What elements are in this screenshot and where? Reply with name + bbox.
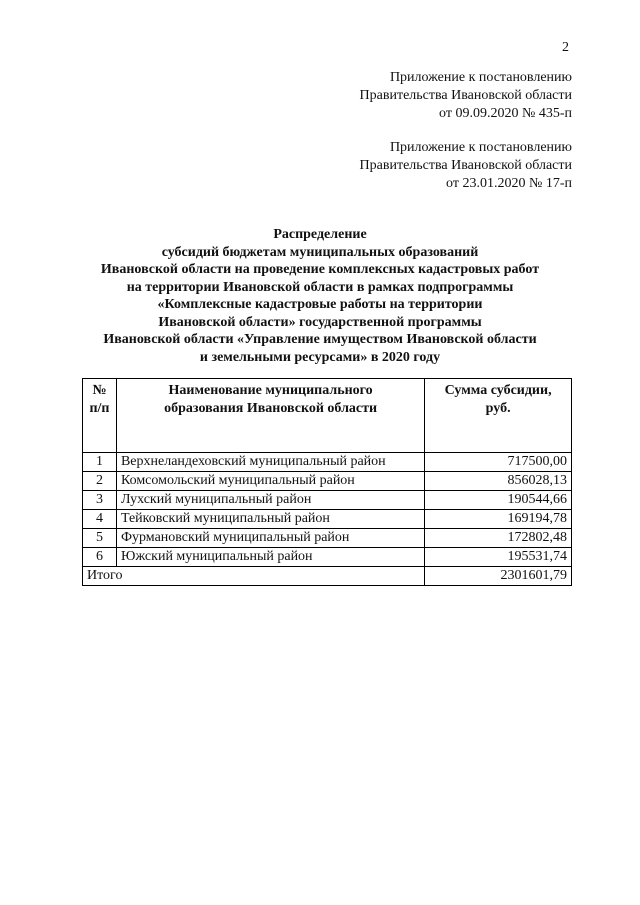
row-municipality: Тейковский муниципальный район — [116, 510, 424, 529]
header-sum-line: руб. — [485, 401, 511, 416]
title-line: «Комплексные кадастровые работы на территории — [157, 297, 483, 312]
page-number: 2 — [562, 40, 569, 55]
title-line: Распределение — [273, 227, 367, 242]
header-municipality-line: Наименование муниципального — [168, 383, 373, 398]
row-number: 5 — [83, 529, 117, 548]
appendix-note-original — [360, 139, 572, 193]
row-municipality: Южский муниципальный район — [116, 548, 424, 567]
header-sum-line: Сумма субсидии, — [444, 383, 552, 398]
row-number: 2 — [83, 472, 117, 491]
header-municipality-line: образования Ивановской области — [164, 401, 378, 416]
appendix-line: Правительства Ивановской области — [359, 158, 572, 173]
total-sum: 2301601,79 — [425, 567, 572, 586]
table-row — [83, 491, 572, 510]
row-number: 3 — [83, 491, 117, 510]
table-row — [83, 472, 572, 491]
total-label: Итого — [83, 567, 425, 586]
table-row — [83, 529, 572, 548]
title-line: Ивановской области «Управление имуществом Ивановской области — [103, 332, 537, 347]
appendix-line: Приложение к постановлению — [389, 140, 572, 155]
table-row — [83, 510, 572, 529]
row-number: 1 — [83, 453, 117, 472]
row-sum: 169194,78 — [425, 510, 572, 529]
row-number: 6 — [83, 548, 117, 567]
header-number — [83, 379, 117, 453]
title-line: Ивановской области на проведение комплексных кадастровых работ — [100, 262, 540, 277]
table-total-row — [83, 567, 572, 586]
appendix-line: от 09.09.2020 № 435-п — [439, 106, 572, 121]
row-municipality: Фурмановский муниципальный район — [116, 529, 424, 548]
header-subsidy-sum — [425, 379, 572, 453]
row-number: 4 — [83, 510, 117, 529]
title-line: на территории Ивановской области в рамках подпрограммы — [126, 279, 514, 295]
title-line: Ивановской области» государственной программы — [158, 314, 482, 330]
title-line: и земельными ресурсами» в 2020 году — [199, 349, 441, 365]
row-sum: 856028,13 — [425, 472, 572, 491]
header-number-line: № — [92, 383, 107, 398]
table-row — [83, 548, 572, 567]
subsidy-table — [82, 378, 572, 586]
row-municipality: Лухский муниципальный район — [116, 491, 424, 510]
document-title — [60, 226, 580, 366]
title-line: субсидий бюджетам муниципальных образований — [161, 244, 479, 260]
appendix-note-current — [360, 69, 572, 123]
header-municipality — [116, 379, 424, 453]
row-municipality: Комсомольский муниципальный район — [116, 472, 424, 491]
row-sum: 717500,00 — [425, 453, 572, 472]
row-sum: 172802,48 — [425, 529, 572, 548]
row-municipality: Верхнеландеховский муниципальный район — [116, 453, 424, 472]
header-number-line: п/п — [89, 401, 110, 416]
appendix-line: Правительства Ивановской области — [359, 88, 572, 103]
row-sum: 190544,66 — [425, 491, 572, 510]
row-sum: 195531,74 — [425, 548, 572, 567]
appendix-line: Приложение к постановлению — [389, 70, 572, 85]
table-row — [83, 453, 572, 472]
table-header-row — [83, 379, 572, 453]
appendix-line: от 23.01.2020 № 17-п — [446, 176, 572, 191]
